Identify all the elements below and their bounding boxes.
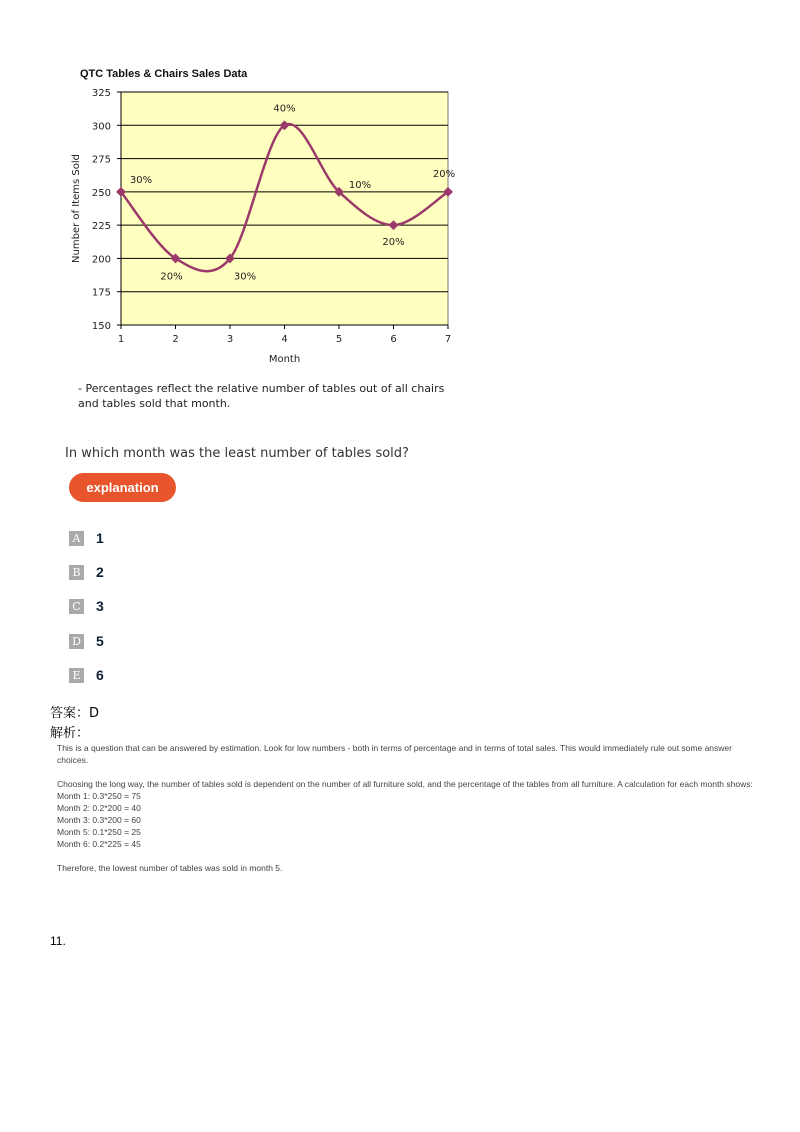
x-tick-label: 4 xyxy=(281,334,288,345)
analysis-label: 解析： xyxy=(50,726,90,741)
option-value: 2 xyxy=(96,564,104,580)
x-tick-label: 1 xyxy=(117,334,125,345)
data-label: 20% xyxy=(382,237,405,249)
data-label: 40% xyxy=(273,103,296,115)
y-tick-label: 275 xyxy=(91,154,111,166)
y-tick-label: 200 xyxy=(91,254,111,266)
x-tick-label: 6 xyxy=(390,334,397,345)
analysis-intro: Choosing the long way, the number of tables sold is dependent on the number of all furniture sold, and the percentage of the tables from all furniture. A calculation for each month shows: xyxy=(57,779,753,789)
analysis-block xyxy=(57,742,757,886)
x-tick-label: 3 xyxy=(226,334,234,345)
data-label: 10% xyxy=(348,179,372,191)
option-letter: A xyxy=(69,531,84,546)
analysis-paragraph-2 xyxy=(57,778,757,850)
x-axis-label: Month xyxy=(268,354,301,365)
y-tick-label: 150 xyxy=(91,321,111,332)
calc-line: Month 6: 0.2*225 = 45 xyxy=(57,839,141,849)
option-d[interactable] xyxy=(69,633,104,651)
x-tick-label: 2 xyxy=(172,334,179,345)
data-label: 30% xyxy=(129,174,153,186)
calc-line: Month 5: 0.1*250 = 25 xyxy=(57,827,141,837)
calc-line: Month 1: 0.3*250 = 75 xyxy=(57,791,141,801)
y-tick-label: 300 xyxy=(91,121,111,133)
answer-line: 答案：D xyxy=(50,706,100,721)
option-letter: C xyxy=(69,599,84,614)
chart-footnote: - Percentages reflect the relative number of tables out of all chairs and tables sold that month. xyxy=(78,382,445,410)
x-tick-label: 5 xyxy=(335,334,343,345)
question-text: In which month was the least number of tables sold? xyxy=(65,446,409,461)
y-axis-label: Number of Items Sold xyxy=(71,154,82,263)
question-number: 11. xyxy=(50,934,66,948)
option-e[interactable] xyxy=(69,667,104,685)
option-a[interactable] xyxy=(69,530,104,548)
x-tick-label: 7 xyxy=(444,334,452,345)
data-label: 20% xyxy=(432,168,456,180)
option-letter: E xyxy=(69,668,84,683)
y-tick-label: 250 xyxy=(91,187,111,199)
y-tick-label: 325 xyxy=(91,88,111,99)
option-value: 3 xyxy=(96,598,104,614)
y-tick-label: 175 xyxy=(91,287,111,299)
chart-title: QTC Tables & Chairs Sales Data xyxy=(80,68,248,80)
sales-chart xyxy=(55,55,475,375)
calc-line: Month 3: 0.3*200 = 60 xyxy=(57,815,141,825)
option-value: 6 xyxy=(96,667,104,683)
data-label: 20% xyxy=(160,271,183,283)
option-value: 5 xyxy=(96,633,104,649)
option-letter: D xyxy=(69,634,84,649)
option-b[interactable] xyxy=(69,564,104,582)
option-letter: B xyxy=(69,565,84,580)
y-tick-label: 225 xyxy=(91,221,111,233)
option-c[interactable] xyxy=(69,598,104,616)
calc-line: Month 2: 0.2*200 = 40 xyxy=(57,803,141,813)
analysis-paragraph-1: This is a question that can be answered by estimation. Look for low numbers - both in terms of percentage and in terms of total sales. This would immediately rule out some answer choices. xyxy=(57,743,732,765)
option-value: 1 xyxy=(96,530,104,546)
data-label: 30% xyxy=(233,271,257,283)
analysis-conclusion: Therefore, the lowest number of tables was sold in month 5. xyxy=(57,863,283,873)
explanation-button[interactable]: explanation xyxy=(69,473,176,502)
